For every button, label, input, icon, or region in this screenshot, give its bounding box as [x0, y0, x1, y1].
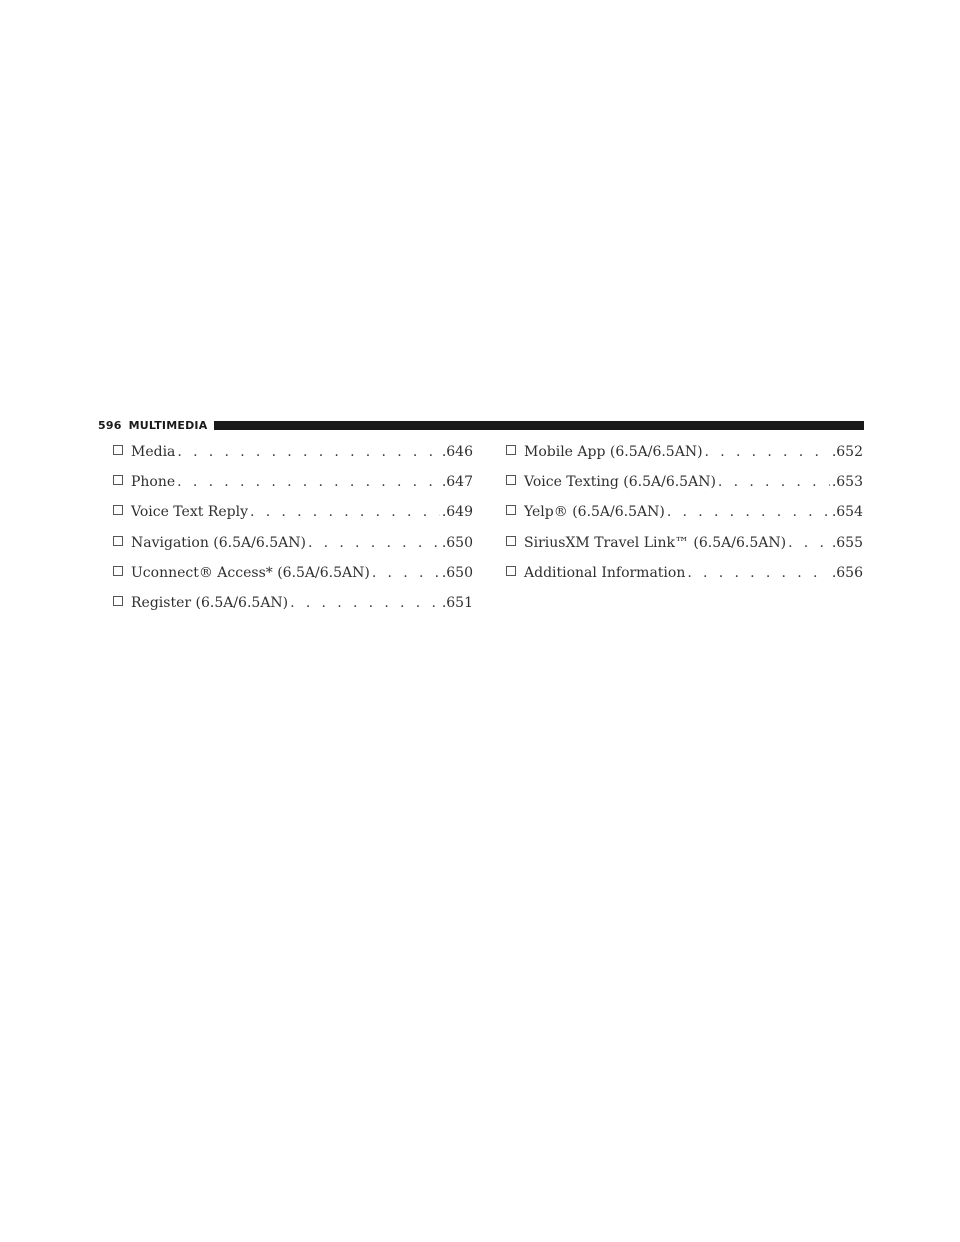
- toc-item[interactable]: [506, 535, 863, 565]
- toc-item[interactable]: [113, 474, 473, 504]
- toc-item-page: .649: [441, 504, 473, 521]
- toc-item-label: SiriusXM Travel Link™ (6.5A/6.5AN): [524, 534, 787, 551]
- toc-item-label: Voice Text Reply: [131, 504, 248, 521]
- toc-item-page: .652: [831, 444, 863, 460]
- square-bullet-icon: [113, 596, 123, 606]
- toc-item-page: .646: [441, 444, 473, 460]
- square-bullet-icon: [113, 475, 123, 485]
- toc-item-page: .654: [831, 504, 863, 521]
- dot-leader: [372, 565, 440, 581]
- dot-leader: [177, 444, 439, 460]
- toc-item-label: Uconnect® Access* (6.5A/6.5AN): [131, 564, 370, 581]
- square-bullet-icon: [113, 505, 123, 515]
- toc-item-label: Voice Texting (6.5A/6.5AN): [524, 474, 716, 491]
- toc-item[interactable]: [506, 504, 863, 534]
- section-title: MULTIMEDIA: [128, 418, 208, 432]
- square-bullet-icon: [113, 566, 123, 576]
- header-rule: [214, 421, 864, 430]
- dot-leader: [308, 535, 440, 551]
- toc-item-label: Register (6.5A/6.5AN): [131, 594, 289, 611]
- toc-item-page: .650: [441, 564, 473, 581]
- toc-item[interactable]: [506, 565, 863, 595]
- dot-leader: [250, 504, 440, 520]
- dot-leader: [788, 535, 830, 551]
- square-bullet-icon: [506, 505, 516, 515]
- page-number: 596: [98, 418, 122, 432]
- toc-item-page: .650: [441, 534, 473, 551]
- toc-item-page: .651: [441, 594, 473, 611]
- dot-leader: [687, 565, 829, 581]
- toc-item[interactable]: [113, 535, 473, 565]
- toc-right-column: [506, 444, 863, 595]
- toc-left-column: [113, 444, 473, 625]
- toc-item[interactable]: [113, 504, 473, 534]
- page-header: [98, 418, 864, 432]
- dot-leader: [667, 504, 830, 520]
- toc-item-label: Yelp® (6.5A/6.5AN): [524, 504, 665, 521]
- toc-item-page: .653: [831, 474, 863, 491]
- square-bullet-icon: [506, 536, 516, 546]
- square-bullet-icon: [113, 445, 123, 455]
- toc-item-page: .647: [441, 474, 473, 491]
- toc-item[interactable]: [506, 444, 863, 474]
- toc-item[interactable]: [113, 444, 473, 474]
- toc-item[interactable]: [506, 474, 863, 504]
- dot-leader: [705, 444, 830, 460]
- toc-item-label: Navigation (6.5A/6.5AN): [131, 534, 306, 551]
- square-bullet-icon: [506, 566, 516, 576]
- dot-leader: [290, 595, 440, 611]
- toc-item-label: Phone: [131, 474, 176, 491]
- square-bullet-icon: [506, 475, 516, 485]
- toc-item-label: Additional Information: [524, 564, 686, 581]
- toc-item-page: .656: [831, 564, 863, 581]
- toc-item[interactable]: [113, 565, 473, 595]
- toc-item-page: .655: [831, 534, 863, 551]
- toc-item-label: Media: [131, 444, 176, 460]
- dot-leader: [177, 474, 440, 490]
- square-bullet-icon: [113, 536, 123, 546]
- toc-item-label: Mobile App (6.5A/6.5AN): [524, 444, 703, 460]
- toc-item[interactable]: [113, 595, 473, 625]
- dot-leader: [718, 474, 830, 490]
- square-bullet-icon: [506, 445, 516, 455]
